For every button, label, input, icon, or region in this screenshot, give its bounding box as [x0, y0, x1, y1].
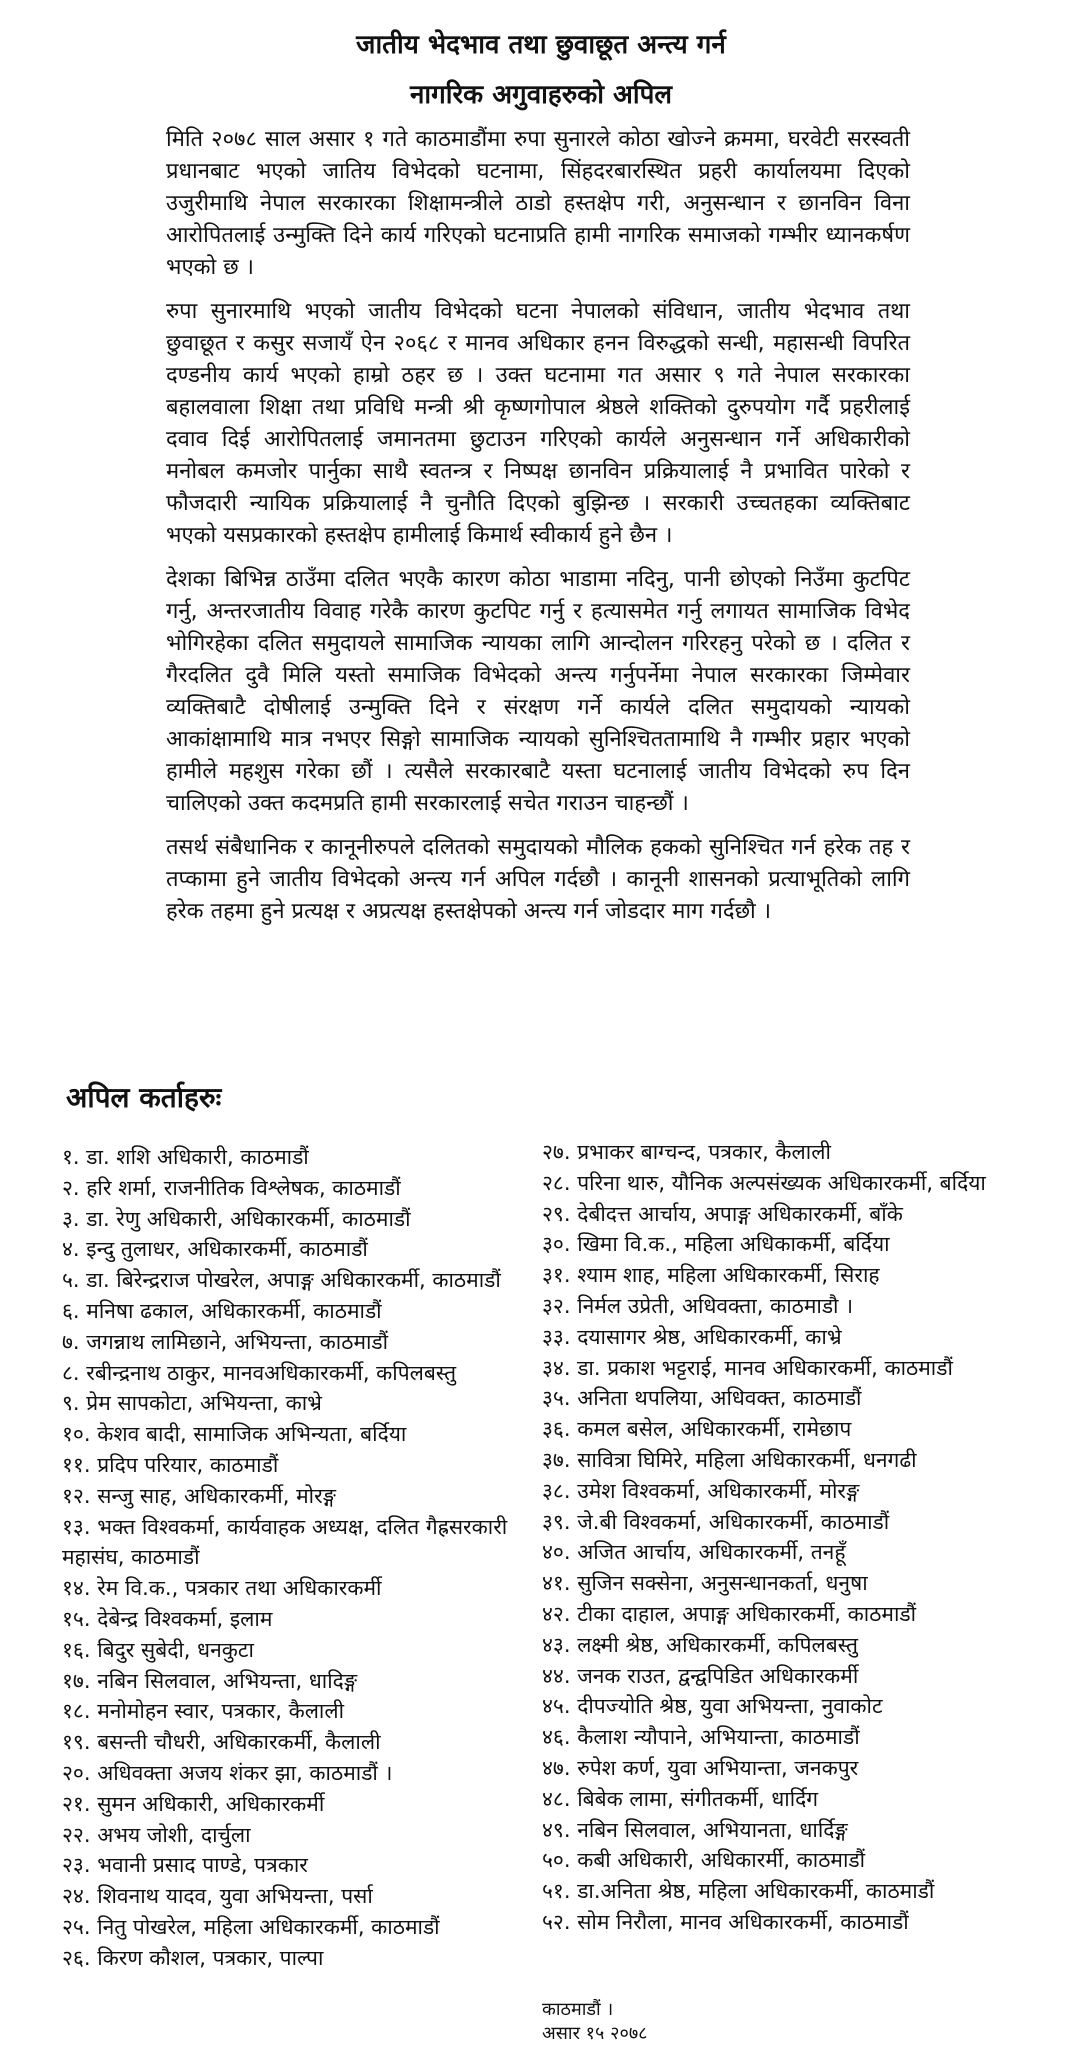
signer-item: २०. अधिवक्ता अजय शंकर झा, काठमाडौं ।	[62, 1760, 393, 1785]
signer-item: ३५. अनिता थपलिया, अधिवक्त, काठमाडौं	[542, 1386, 862, 1411]
paragraph: रुपा सुनारमाथि भएको जातीय विभेदको घटना नेपालको संविधान, जातीय भेदभाव तथा छुवाछूत र कसुर सजायँ ऐन २०६८ र मानव अधिकार हनन विरुद्धको सन्धी, महासन्धी विपरित दण्डनीय कार्य भएको हाम्रो ठहर छ । उक्त घटनामा गत असार ९ गते नेपाल सरकारका बहालवाला शिक्षा तथा प्रविधि मन्त्री श्री कृष्णगोपाल श्रेष्ठले शक्तिको दुरुपयोग गर्दै प्रहरीलाई दवाव दिई आरोपितलाई जमानतमा छुटाउन गरिएको कार्यले अनुसन्धान गर्ने अधिकारीको मनोबल कमजोर पार्नुका साथै स्वतन्त्र र निष्पक्ष छानविन प्रक्रियालाई नै प्रभावित पारेको र फौजदारी न्यायिक प्रक्रियालाई नै चुनौति दिएको बुझिन्छ । सरकारी उच्चतहका व्यक्तिबाट भएको यसप्रकारको हस्तक्षेप हामीलाई किमार्थ स्वीकार्य हुने छैन ।	[166, 299, 910, 548]
footer-place: काठमाडौं ।	[542, 1999, 614, 2020]
paragraph: देशका बिभिन्न ठाउँमा दलित भएकै कारण कोठा भाडामा नदिनु, पानी छोएको निउँमा कुटपिट गर्नु, अन्तरजातीय विवाह गरेकै कारण कुटपिट गर्नु र हत्यासमेत गर्नु लगायत सामाजिक विभेद भोगिरहेका दलित समुदायले सामाजिक न्यायका लागि आन्दोलन गरिरहनु परेको छ । दलित र गैरदलित दुवै मिलि यस्तो समाजिक विभेदको अन्त्य गर्नुपर्नेमा नेपाल सरकारका जिम्मेवार व्यक्तिबाटै दोषीलाई उन्मुक्ति दिने र संरक्षण गर्ने कार्यले दलित समुदायको न्यायको आकांक्षामाथि मात्र नभएर सिङ्गो सामाजिक न्यायको सुनिश्चिततामाथि नै गम्भीर प्रहार भएको हामीले महशुस गरेका छौं । त्यसैले सरकारबाटै यस्ता घटनालाई जातीय विभेदको रुप दिन चालिएको उक्त कदमप्रति हामी सरकारलाई सचेत गराउन चाहन्छौं ।	[166, 567, 910, 816]
signer-item: ४६. कैलाश न्यौपाने, अभियान्ता, काठमाडौं	[542, 1725, 860, 1750]
signer-item: २१. सुमन अधिकारी, अधिकारकर्मी	[62, 1791, 325, 1816]
signer-item: ७. जगन्नाथ लामिछाने, अभियन्ता, काठमाडौं	[62, 1329, 389, 1354]
signer-item: ९. प्रेम सापकोटा, अभियन्ता, काभ्रे	[62, 1391, 322, 1416]
signer-item: ३३. दयासागर श्रेष्ठ, अधिकारकर्मी, काभ्रे	[542, 1324, 842, 1349]
signer-item: ४१. सुजिन सक्सेना, अनुसन्धानकर्ता, धनुषा	[542, 1571, 868, 1596]
footer-date: असार १५ २०७८	[542, 2023, 648, 2044]
signer-item: ४४. जनक राउत, द्वन्द्वपिडित अधिकारकर्मी	[542, 1663, 859, 1688]
signer-item: ११. प्रदिप परियार, काठमाडौं	[62, 1452, 279, 1477]
signer-item: २६. किरण कौशल, पत्रकार, पाल्पा	[62, 1945, 324, 1970]
signer-item: ३०. खिमा वि.क., महिला अधिकाकर्मी, बर्दिया	[542, 1232, 890, 1257]
paragraph: तसर्थ संबैधानिक र कानूनीरुपले दलितको समुदायको मौलिक हकको सुनिश्चित गर्न हरेक तह र तप्कामा हुने जातीय विभेदको अन्त्य गर्न अपिल गर्दछौ । कानूनी शासनको प्रत्याभूतिको लागि हरेक तहमा हुने प्रत्यक्ष र अप्रत्यक्ष हस्तक्षेपको अन्त्य गर्न जोडदार माग गर्दछौ ।	[166, 835, 910, 924]
signer-item: ३६. कमल बसेल, अधिकारकर्मी, रामेछाप	[542, 1417, 852, 1442]
signers-list-left	[62, 1142, 522, 1974]
signer-item: १७. नबिन सिलवाल, अभियन्ता, धादिङ्ग	[62, 1668, 358, 1693]
signer-item: ४९. नबिन सिलवाल, अभियानता, धार्दिङ्ग	[542, 1817, 848, 1842]
signer-item: १९. बसन्ती चौधरी, अधिकारकर्मी, कैलाली	[62, 1730, 381, 1755]
signer-item: ३२. निर्मल उप्रेती, अधिवक्ता, काठमाडौ ।	[542, 1293, 854, 1318]
signer-item: १२. सन्जु साह, अधिकारकर्मी, मोरङ्ग	[62, 1483, 336, 1508]
signer-item: १. डा. शशि अधिकारी, काठमाडौं	[62, 1145, 309, 1169]
signer-item: ४. इन्दु तुलाधर, अधिकारकर्मी, काठमाडौं	[62, 1237, 368, 1262]
paragraph: मिति २०७८ साल असार १ गते काठमाडौंमा रुपा सुनारले कोठा खोज्ने क्रममा, घरवेटी सरस्वती प्रधानबाट भएको जातिय विभेदको घटनामा, सिंहदरबारस्थित प्रहरी कार्यालयमा दिएको उजुरीमाथि नेपाल सरकारका शिक्षामन्त्रीले ठाडो हस्तक्षेप गरी, अनुसन्धान र छानविन विना आरोपितलाई उन्मुक्ति दिने कार्य गरिएको घटनाप्रति हामी नागरिक समाजको गम्भीर ध्यानकर्षण भएको छ ।	[166, 127, 910, 280]
signer-item: ३८. उमेश विश्वकर्मा, अधिकारकर्मी, मोरङ्ग	[542, 1478, 860, 1503]
document-title-line-2: नागरिक अगुवाहरुको अपिल	[410, 80, 672, 110]
signer-item: ४७. रुपेश कर्ण, युवा अभियान्ता, जनकपुर	[542, 1755, 859, 1780]
signer-item: १५. देबेन्द्र विश्वकर्मा, इलाम	[62, 1606, 273, 1631]
signer-item: ३९. जे.बी विश्वकर्मा, अधिकारकर्मी, काठमाडौं	[542, 1509, 890, 1534]
signer-item: ५२. सोम निरौला, मानव अधिकारकर्मी, काठमाडौं	[542, 1909, 909, 1934]
signer-item: ५. डा. बिरेन्द्रराज पोखरेल, अपाङ्ग अधिकारकर्मी, काठमाडौं	[62, 1268, 501, 1293]
signer-item: ३७. सावित्रा घिमिरे, महिला अधिकारकर्मी, धनगढी	[542, 1447, 917, 1472]
signer-item: ८. रबीन्द्रनाथ ठाकुर, मानवअधिकारकर्मी, कपिलबस्तु	[62, 1360, 457, 1385]
signer-item: ६. मनिषा ढकाल, अधिकारकर्मी, काठमाडौं	[62, 1298, 382, 1323]
signer-item: ३. डा. रेणु अधिकारी, अधिकारकर्मी, काठमाडौं	[62, 1206, 411, 1231]
signer-item: ४५. दीपज्योति श्रेष्ठ, युवा अभियन्ता, नुवाकोट	[542, 1694, 883, 1719]
signer-item: १०. केशव बादी, सामाजिक अभिन्यता, बर्दिया	[62, 1422, 407, 1447]
signer-item: १६. बिदुर सुबेदी, धनकुटा	[62, 1637, 254, 1662]
signers-list-right	[542, 1137, 1042, 1938]
signer-item: ४२. टीका दाहाल, अपाङ्ग अधिकारकर्मी, काठमाडौं	[542, 1601, 917, 1626]
signer-item: २५. नितु पोखरेल, महिला अधिकारकर्मी, काठमाडौं	[62, 1914, 440, 1939]
signer-item: २२. अभय जोशी, दार्चुला	[62, 1822, 251, 1847]
signer-item: २४. शिवनाथ यादव, युवा अभियन्ता, पर्सा	[62, 1884, 373, 1909]
signer-item: २. हरि शर्मा, राजनीतिक विश्लेषक, काठमाडौं	[62, 1175, 401, 1200]
signer-item: २७. प्रभाकर बाग्चन्द, पत्रकार, कैलाली	[542, 1140, 831, 1164]
document-footer	[542, 1998, 648, 2046]
signer-item: १४. रेम वि.क., पत्रकार तथा अधिकारकर्मी	[62, 1576, 382, 1601]
signer-item: ३४. डा. प्रकाश भट्टराई, मानव अधिकारकर्मी, काठमाडौं	[542, 1355, 953, 1380]
signer-item: ५१. डा.अनिता श्रेष्ठ, महिला अधिकारकर्मी, काठमाडौं	[542, 1879, 935, 1904]
document-title-line-1: जातीय भेदभाव तथा छुवाछूत अन्त्य गर्न	[356, 30, 726, 60]
signer-item: ५०. कबी अधिकारी, अधिकारर्मी, काठमाडौं	[542, 1848, 866, 1873]
appeal-body	[166, 124, 910, 928]
signer-item: ४८. बिबेक लामा, संगीतकर्मी, धार्दिग	[542, 1786, 819, 1811]
signer-item: २३. भवानी प्रसाद पाण्डे, पत्रकार	[62, 1853, 308, 1878]
signer-item: ४०. अजित आर्चाय, अधिकारकर्मी, तनहूँ	[542, 1540, 846, 1565]
signer-item: २९. देबीदत्त आर्चाय, अपाङ्ग अधिकारकर्मी, बाँके	[542, 1201, 903, 1226]
signer-item: ३१. श्याम शाह, महिला अधिकारकर्मी, सिराह	[542, 1263, 880, 1288]
signer-item: ४३. लक्ष्मी श्रेष्ठ, अधिकारकर्मी, कपिलबस्तु	[542, 1632, 858, 1657]
signer-item: २८. परिना थारु, यौनिक अल्पसंख्यक अधिकारकर्मी, बर्दिया	[542, 1170, 986, 1195]
signer-item: १८. मनोमोहन स्वार, पत्रकार, कैलाली	[62, 1699, 345, 1724]
signers-heading: अपिल कर्ताहरुः	[66, 1081, 222, 1114]
signer-item: १३. भक्त विश्वकर्मा, कार्यवाहक अध्यक्ष, दलित गैह्रसरकारी महासंघ, काठमाडौं	[62, 1514, 508, 1570]
